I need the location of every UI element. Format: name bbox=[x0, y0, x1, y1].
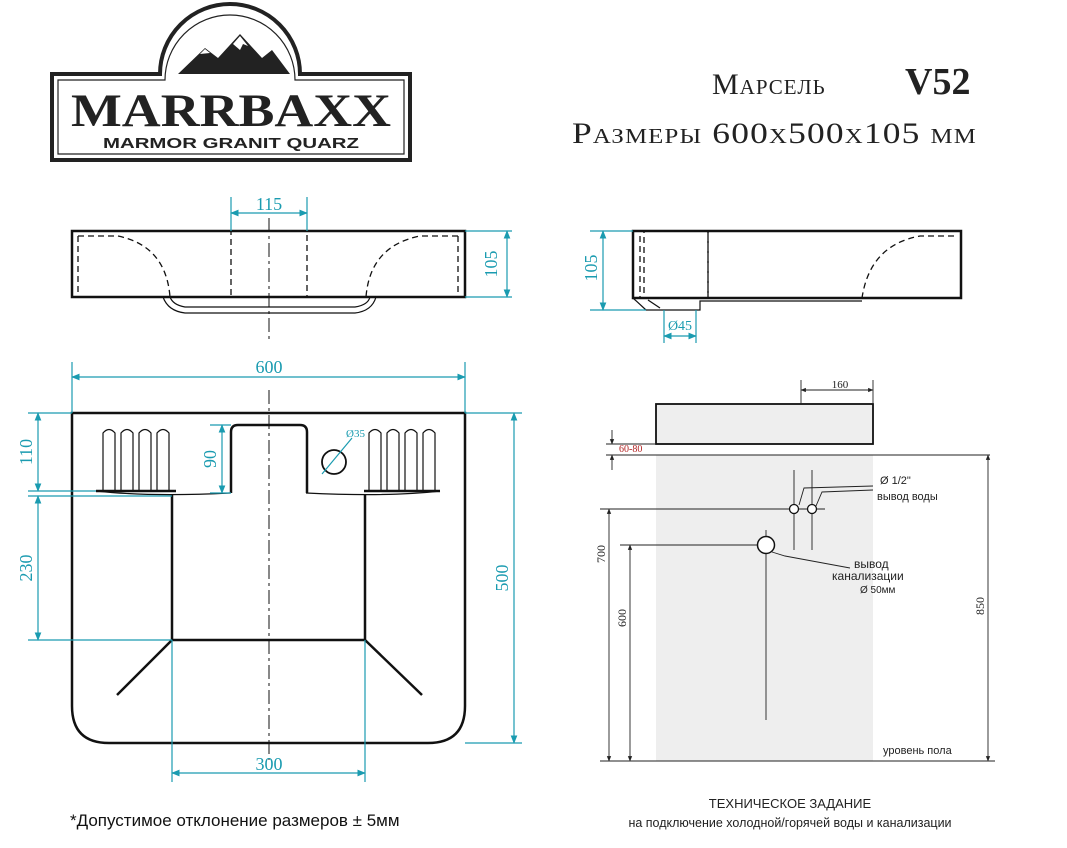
front-drain-width-dim: 115 bbox=[255, 194, 283, 214]
water-size-label: Ø 1/2" bbox=[880, 475, 911, 487]
soap-slots-right bbox=[369, 430, 435, 491]
sewer-size-label: Ø 50мм bbox=[860, 585, 896, 596]
top-width-dim: 600 bbox=[255, 357, 283, 377]
front-view bbox=[72, 194, 512, 342]
size-line: Размеры 600х500х105 мм bbox=[572, 117, 977, 150]
back-depth-dim: 110 bbox=[16, 438, 36, 466]
tap-hole-dim: Ø35 bbox=[346, 428, 365, 440]
install-gap-dim: 60-80 bbox=[619, 444, 643, 455]
install-title: ТЕХНИЧЕСКОЕ ЗАДАНИЕ bbox=[708, 796, 872, 811]
side-view bbox=[581, 231, 961, 343]
top-depth-dim: 500 bbox=[492, 564, 512, 592]
brand-logo bbox=[52, 4, 410, 160]
drain-height-dim: 600 bbox=[615, 609, 629, 627]
floor-label: уровень пола bbox=[883, 745, 952, 757]
sewer-label-line2: канализации bbox=[832, 569, 904, 583]
logo-brand: MARRBAXX bbox=[71, 85, 392, 137]
water-height-dim: 700 bbox=[594, 545, 608, 563]
top-view bbox=[16, 357, 522, 782]
tolerance-footnote: *Допустимое отклонение размеров ± 5мм bbox=[70, 811, 400, 830]
install-scheme bbox=[594, 379, 995, 830]
mountain-logo-icon bbox=[178, 34, 290, 74]
sewer-label-line1: вывод bbox=[854, 557, 889, 571]
bowl-depth-dim: 230 bbox=[16, 554, 36, 582]
model-name: Марсель bbox=[712, 68, 826, 101]
water-outlet-label: вывод воды bbox=[877, 491, 938, 503]
side-height-dim: 105 bbox=[581, 254, 601, 282]
logo-tagline: MARMOR GRANIT QUARZ bbox=[103, 136, 360, 152]
total-height-dim: 850 bbox=[973, 597, 987, 615]
soap-slots-left bbox=[103, 430, 169, 491]
front-height-dim: 105 bbox=[481, 250, 501, 278]
install-subtitle: на подключение холодной/горячей воды и канализации bbox=[628, 816, 952, 830]
side-drain-diameter-dim: Ø45 bbox=[667, 319, 693, 334]
model-code: V52 bbox=[905, 61, 971, 103]
tap-block-dim: 90 bbox=[200, 450, 220, 468]
bowl-bottom-width-dim: 300 bbox=[255, 754, 283, 774]
install-top-width-dim: 160 bbox=[831, 379, 849, 391]
